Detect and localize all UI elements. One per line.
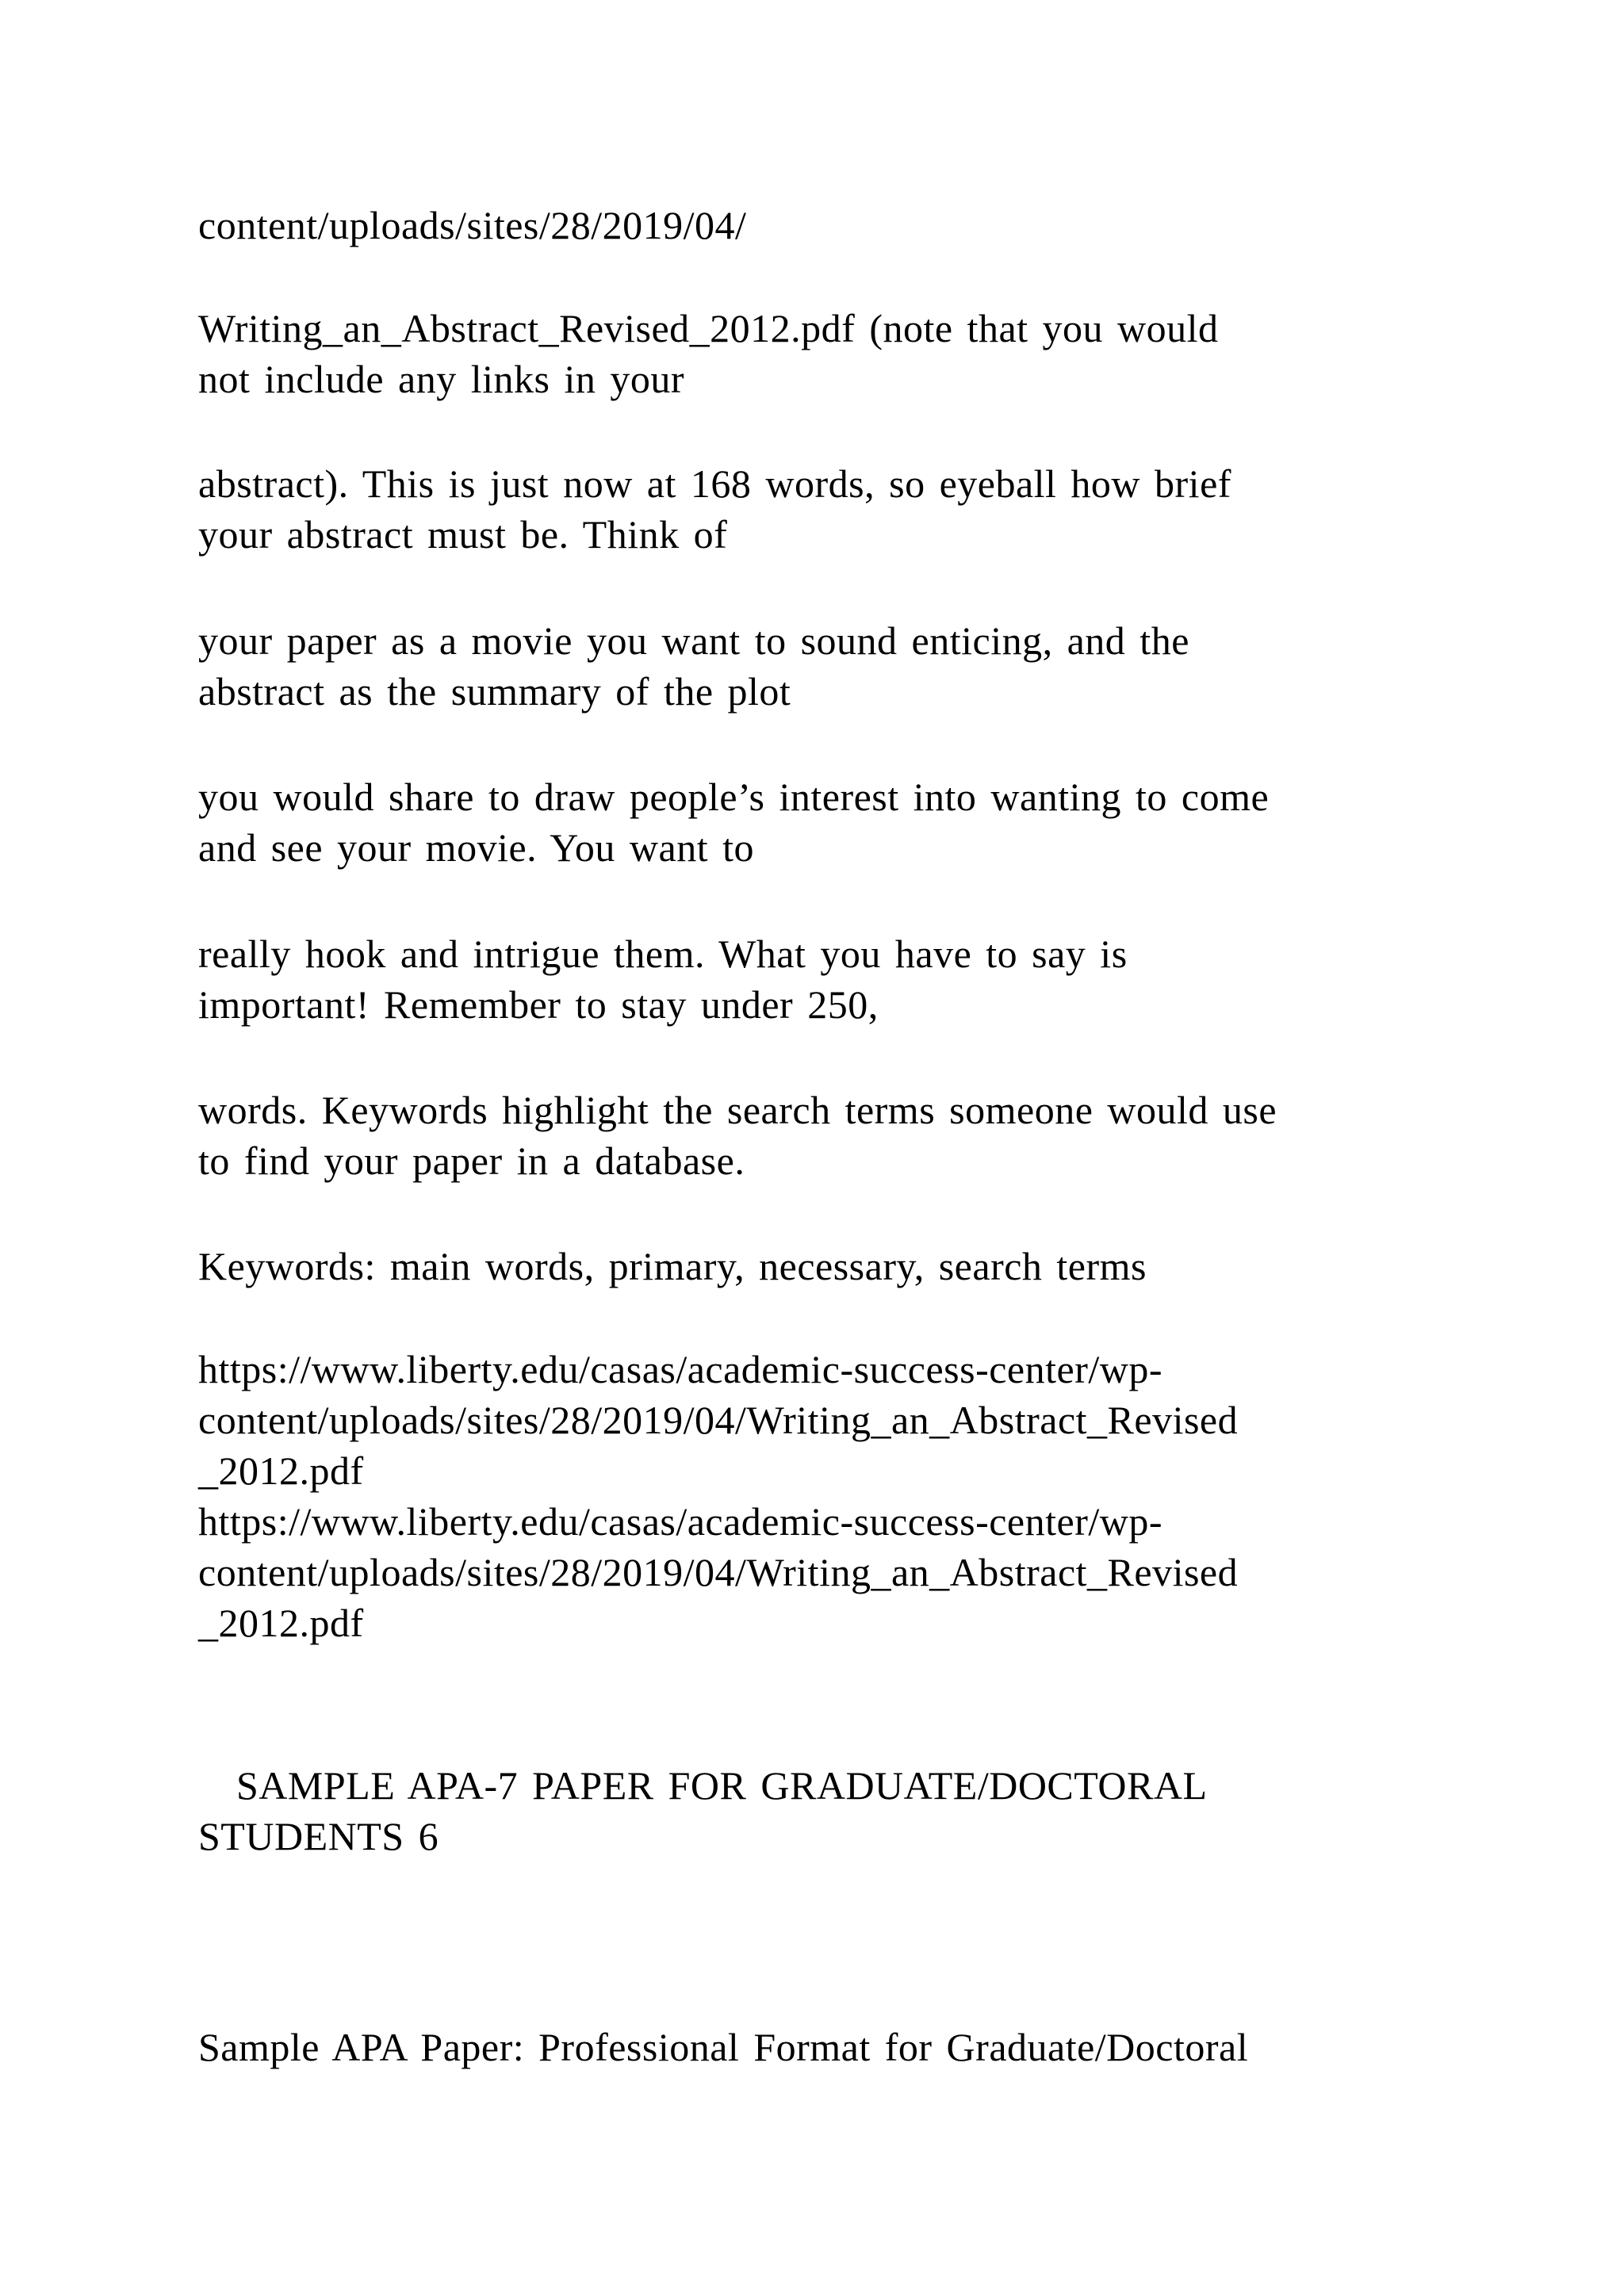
url-line: _2012.pdf [198,1601,364,1645]
running-head-page: STUDENTS 6 [198,1814,439,1858]
url-line: https://www.liberty.edu/casas/academic-success-center/wp- [198,1499,1162,1544]
text-line: you would share to draw people’s interest into wanting to come [198,775,1270,819]
paper-title: Sample APA Paper: Professional Format for Graduate/Doctoral [198,2025,1249,2069]
text-line: abstract as the summary of the plot [198,669,791,714]
text-line: your abstract must be. Think of [198,512,728,557]
text-line: to find your paper in a database. [198,1138,745,1183]
url-line: content/uploads/sites/28/2019/04/Writing_an_Abstract_Revised [198,1550,1239,1594]
keywords-line: Keywords: main words, primary, necessary, search terms [198,1244,1147,1288]
url-line: _2012.pdf [198,1448,364,1493]
url-line: content/uploads/sites/28/2019/04/Writing_an_Abstract_Revised [198,1398,1239,1442]
text-line: and see your movie. You want to [198,825,754,870]
text-line: content/uploads/sites/28/2019/04/ [198,203,747,247]
text-line: your paper as a movie you want to sound enticing, and the [198,618,1189,663]
text-line: Writing_an_Abstract_Revised_2012.pdf (note that you would [198,306,1219,350]
url-line: https://www.liberty.edu/casas/academic-success-center/wp- [198,1347,1162,1391]
text-line: words. Keywords highlight the search terms someone would use [198,1088,1277,1132]
running-head: SAMPLE APA-7 PAPER FOR GRADUATE/DOCTORAL [236,1763,1208,1808]
text-line: abstract). This is just now at 168 words, so eyeball how brief [198,461,1231,506]
text-line: really hook and intrigue them. What you have to say is [198,932,1128,976]
text-line: not include any links in your [198,357,685,401]
text-line: important! Remember to stay under 250, [198,982,879,1027]
